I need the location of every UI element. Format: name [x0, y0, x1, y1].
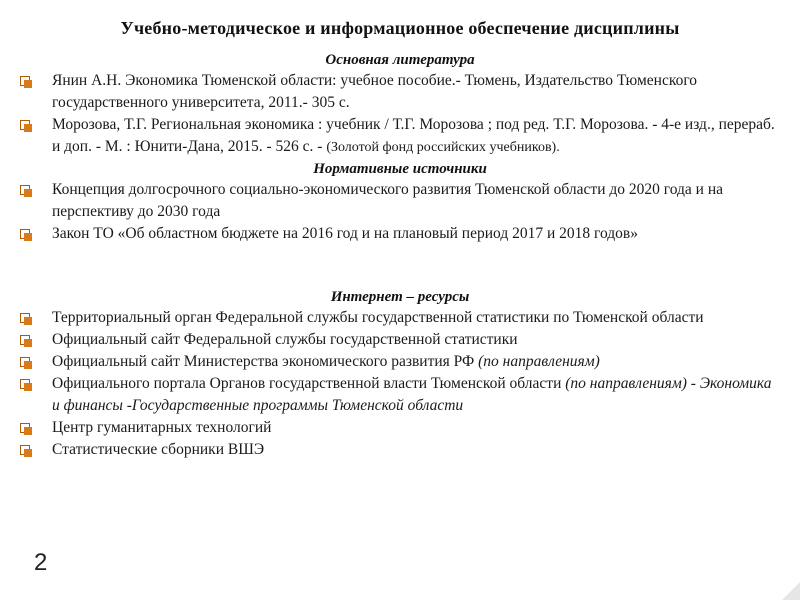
bullet-icon — [20, 120, 30, 130]
bullet-icon — [20, 185, 30, 195]
literature-list — [20, 70, 780, 159]
list-item-note: (Золотой фонд российских учебников). — [326, 140, 560, 155]
bullet-icon — [20, 335, 30, 345]
list-item — [20, 373, 780, 417]
bullet-icon — [20, 445, 30, 455]
list-item-text: Официальный сайт Министерства экономического развития РФ — [52, 353, 479, 370]
normative-list — [20, 179, 780, 245]
bullet-icon — [20, 76, 30, 86]
list-item-text: Статистические сборники ВШЭ — [52, 441, 265, 458]
list-item-text: Официальный сайт Федеральной службы государственной статистики — [52, 331, 518, 348]
list-item — [20, 114, 780, 159]
slide-title: Учебно-методическое и информационное обеспечение дисциплины — [120, 18, 680, 38]
list-item-text: Центр гуманитарных технологий — [52, 419, 272, 436]
list-item-text: Официального портала Органов государственной власти Тюменской области — [52, 375, 566, 392]
list-item — [20, 70, 780, 114]
list-item-text: Территориальный орган Федеральной службы государственной статистики по Тюменской области — [52, 309, 704, 326]
list-item — [20, 417, 780, 439]
list-item-italic: (по направлениям) — [478, 353, 600, 370]
bullet-icon — [20, 313, 30, 323]
page-number: 2 — [34, 549, 48, 576]
bullet-icon — [20, 229, 30, 239]
spacer — [20, 245, 780, 287]
internet-list — [20, 307, 780, 461]
list-item-text: Закон ТО «Об областном бюджете на 2016 год и на плановый период 2017 и 2018 годов» — [52, 225, 638, 242]
list-item — [20, 223, 780, 245]
list-item-text: Концепция долгосрочного социально-экономического развития Тюменской области до 2020 года и на перспективу до 2030 года — [52, 181, 724, 220]
list-item-text: Янин А.Н. Экономика Тюменской области: учебное пособие.- Тюмень, Издательство Тюменского государственного университета, 2011.- 305 с. — [52, 72, 698, 111]
bullet-icon — [20, 423, 30, 433]
section-heading-literature: Основная литература — [325, 52, 475, 68]
section-heading-normative: Нормативные источники — [313, 161, 487, 177]
bullet-icon — [20, 379, 30, 389]
list-item-text: Морозова, Т.Г. Региональная экономика : учебник / Т.Г. Морозова ; под ред. Т.Г. Морозова. - 4-е изд., перераб. и доп. - М. : Юнити-Дана, 2015. - 526 с. - — [52, 116, 775, 155]
slide-content — [20, 50, 780, 461]
list-item — [20, 179, 780, 223]
section-heading-internet: Интернет – ресурсы — [330, 289, 470, 305]
list-item — [20, 351, 780, 373]
list-item — [20, 439, 780, 461]
list-item — [20, 329, 780, 351]
bullet-icon — [20, 357, 30, 367]
list-item-italic: (по направлениям) - Экономика и финансы -Государственные программы Тюменской области — [52, 375, 772, 414]
page-corner-decoration — [782, 582, 800, 600]
list-item — [20, 307, 780, 329]
